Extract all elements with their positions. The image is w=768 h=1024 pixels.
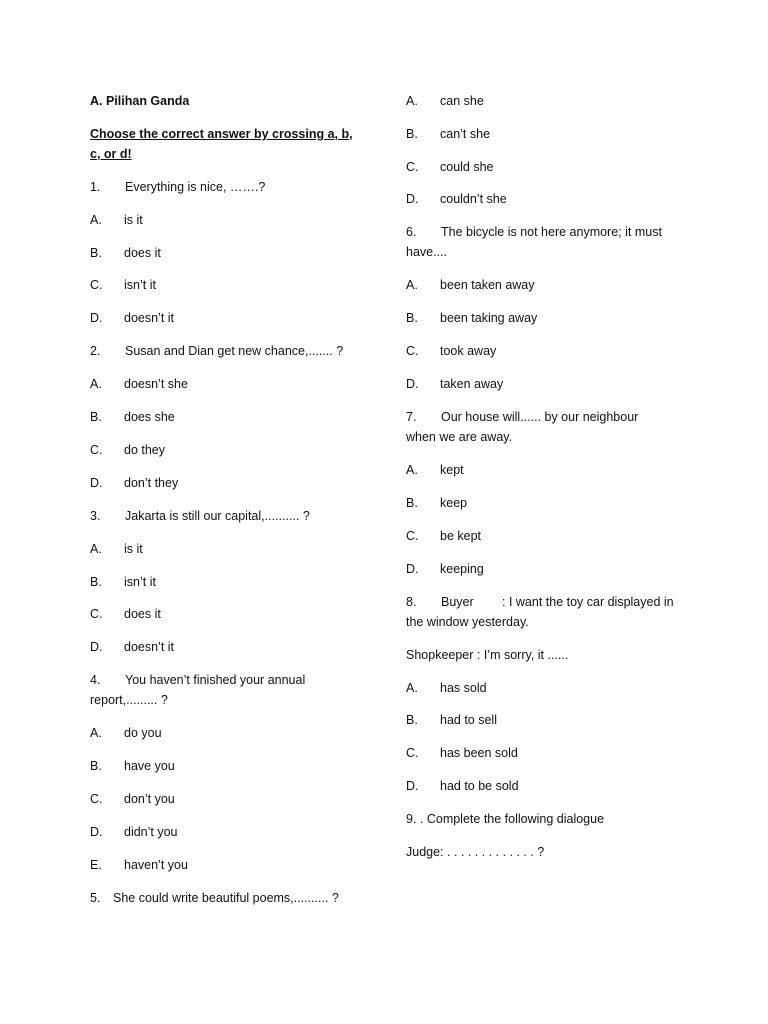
option-label: C. (90, 278, 103, 292)
option-label: C. (406, 529, 419, 543)
question-text-continued: report,......... ? (90, 692, 168, 707)
option-text: been taking away (440, 311, 538, 325)
answer-option[interactable] (406, 92, 484, 112)
line-text: 9. . Complete the following dialogue (406, 812, 605, 826)
answer-option[interactable] (90, 724, 162, 744)
option-text: keep (440, 496, 468, 510)
answer-option[interactable] (90, 276, 156, 296)
option-label: B. (90, 410, 102, 424)
option-label: B. (406, 713, 418, 727)
option-label: B. (406, 496, 418, 510)
text-line (406, 843, 544, 863)
answer-option[interactable] (406, 461, 464, 481)
option-label: D. (90, 640, 103, 654)
line-text: Shopkeeper : I’m sorry, it ...... (406, 648, 569, 662)
option-label: D. (406, 377, 419, 391)
option-text: has sold (440, 681, 487, 695)
question-number: 4. (90, 673, 101, 687)
option-label: C. (406, 746, 419, 760)
option-text: didn’t you (124, 825, 178, 839)
option-text: be kept (440, 529, 482, 543)
option-text: do they (124, 443, 166, 457)
question-text: You haven’t finished your annual (125, 673, 306, 687)
question-text: Our house will...... by our neighbour (441, 410, 639, 424)
option-text: doesn’t it (124, 311, 175, 325)
answer-option[interactable] (406, 158, 494, 178)
text-line (406, 810, 604, 830)
option-label: D. (90, 476, 103, 490)
option-label: C. (90, 443, 103, 457)
answer-option[interactable] (90, 757, 175, 777)
answer-option[interactable] (406, 375, 503, 395)
answer-option[interactable] (406, 494, 467, 514)
question-number: 7. (406, 410, 417, 424)
question-text: : I want the toy car displayed in (502, 595, 674, 609)
option-text: haven’t you (124, 858, 188, 872)
option-label: A. (90, 377, 102, 391)
question-number: 8. (406, 595, 417, 609)
question-text: She could write beautiful poems,.......... ? (113, 891, 339, 905)
option-text: can she (440, 94, 484, 108)
answer-option[interactable] (90, 211, 143, 231)
option-text: took away (440, 344, 497, 358)
option-text: has been sold (440, 746, 518, 760)
option-label: D. (90, 825, 103, 839)
question-text-continued: the window yesterday. (406, 614, 529, 629)
option-text: can’t she (440, 127, 491, 141)
option-text: is it (124, 542, 143, 556)
option-text: doesn’t she (124, 377, 188, 391)
answer-option[interactable] (90, 408, 175, 428)
option-label: B. (406, 127, 418, 141)
question-item (90, 671, 305, 710)
question-number: 6. (406, 225, 417, 239)
question-number: 1. (90, 180, 101, 194)
option-label: E. (90, 858, 102, 872)
option-text: don’t you (124, 792, 175, 806)
question-text: Jakarta is still our capital,.......... ? (125, 509, 310, 523)
option-label: C. (90, 607, 103, 621)
option-label: A. (406, 94, 418, 108)
answer-option[interactable] (90, 856, 188, 876)
option-text: isn’t it (124, 575, 156, 589)
answer-option[interactable] (406, 527, 481, 547)
question-item (90, 507, 310, 527)
option-text: does she (124, 410, 175, 424)
answer-option[interactable] (406, 309, 537, 329)
option-label: B. (90, 246, 102, 260)
text-line (406, 646, 568, 666)
option-text: do you (124, 726, 162, 740)
option-label: D. (406, 779, 419, 793)
option-text: does it (124, 607, 161, 621)
option-text: doesn’t it (124, 640, 175, 654)
answer-option[interactable] (406, 777, 519, 797)
option-label: C. (406, 344, 419, 358)
question-number: 3. (90, 509, 101, 523)
answer-option[interactable] (90, 638, 174, 658)
option-text: does it (124, 246, 161, 260)
option-text: keeping (440, 562, 484, 576)
question-text-continued: when we are away. (406, 429, 513, 444)
option-label: A. (90, 213, 102, 227)
option-label: D. (406, 192, 419, 206)
answer-option[interactable] (406, 560, 484, 580)
answer-option[interactable] (406, 744, 518, 764)
answer-option[interactable] (406, 125, 490, 145)
option-text: been taken away (440, 278, 535, 292)
question-text-continued: have.... (406, 244, 447, 259)
answer-option[interactable] (90, 823, 178, 843)
question-text: Susan and Dian get new chance,....... ? (125, 344, 344, 358)
question-item (406, 223, 662, 262)
option-label: B. (90, 575, 102, 589)
answer-option[interactable] (406, 711, 497, 731)
question-item (90, 178, 265, 198)
answer-option[interactable] (406, 190, 507, 210)
question-text: Everything is nice, …….? (125, 180, 266, 194)
question-item (90, 889, 339, 909)
option-text: don’t they (124, 476, 179, 490)
question-item (406, 593, 674, 632)
option-label: D. (90, 311, 103, 325)
answer-option[interactable] (90, 375, 188, 395)
answer-option[interactable] (406, 679, 487, 699)
question-item (406, 408, 638, 447)
answer-option[interactable] (406, 276, 535, 296)
option-text: isn’t it (124, 278, 156, 292)
option-text: taken away (440, 377, 504, 391)
answer-option[interactable] (90, 605, 161, 625)
answer-option[interactable] (90, 474, 178, 494)
answer-option[interactable] (90, 573, 156, 593)
question-number: 2. (90, 344, 101, 358)
speaker-label: Buyer (441, 595, 474, 609)
option-text: had to be sold (440, 779, 519, 793)
option-label: C. (406, 160, 419, 174)
option-text: had to sell (440, 713, 497, 727)
option-text: is it (124, 213, 143, 227)
instruction-text: Choose the correct answer by crossing a, b, c, or d! (90, 127, 353, 161)
question-text: The bicycle is not here anymore; it must (441, 225, 662, 239)
option-label: B. (90, 759, 102, 773)
answer-option[interactable] (90, 540, 143, 560)
option-text: kept (440, 463, 464, 477)
question-number: 5. (90, 891, 101, 905)
line-text: Judge: . . . . . . . . . . . . . ? (406, 845, 545, 859)
answer-option[interactable] (90, 244, 161, 264)
option-label: C. (90, 792, 103, 806)
option-label: A. (406, 463, 418, 477)
option-label: A. (90, 726, 102, 740)
option-label: A. (406, 681, 418, 695)
option-text: couldn’t she (440, 192, 507, 206)
answer-option[interactable] (90, 790, 175, 810)
section-heading: A. Pilihan Ganda (90, 94, 190, 108)
option-label: A. (406, 278, 418, 292)
answer-option[interactable] (406, 342, 496, 362)
option-text: have you (124, 759, 175, 773)
answer-option[interactable] (90, 309, 174, 329)
option-label: B. (406, 311, 418, 325)
question-item (90, 342, 343, 362)
answer-option[interactable] (90, 441, 165, 461)
option-label: D. (406, 562, 419, 576)
option-text: could she (440, 160, 494, 174)
option-label: A. (90, 542, 102, 556)
